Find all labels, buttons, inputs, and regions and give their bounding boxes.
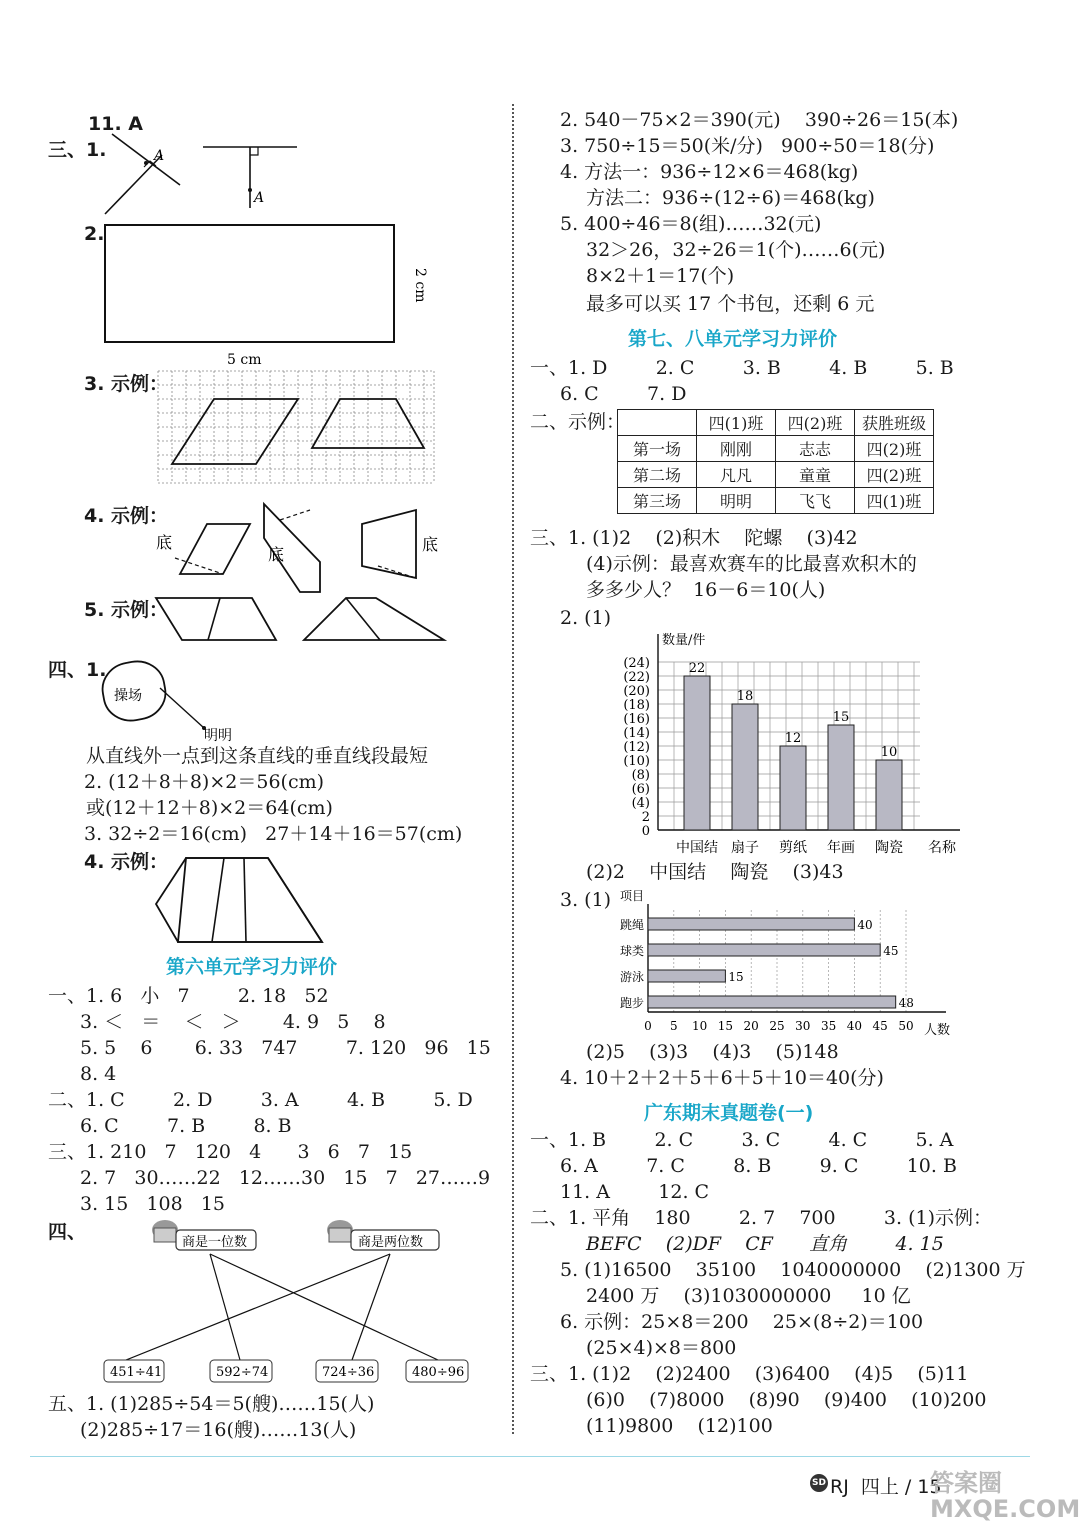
r-q5d: 最多可以买 17 个书包，还剩 6 元 [586, 293, 875, 315]
y-tick-label: (10) [623, 754, 650, 769]
x-tick-label: 年画 [827, 840, 855, 856]
matching-figure [90, 1218, 490, 1390]
bar-value-label: 45 [883, 944, 899, 958]
bar [780, 746, 806, 830]
r-q2: 2. 540－75×2＝390(元) 390÷26＝15(本) [560, 109, 959, 131]
x-tick-label: 10 [691, 1019, 708, 1033]
left-column [0, 0, 505, 1460]
y-tick-label: 球类 [619, 944, 644, 958]
unit6-q5-line1: 五、1. (1)285÷54＝5(艘)……15(人) [48, 1393, 375, 1415]
unit78-q3-3-label: 3. (1) [560, 889, 612, 911]
gd-q2-line6: (25×4)×8＝800 [586, 1337, 737, 1359]
table-header-cell: 四(1)班 [697, 410, 776, 436]
section-4-2b: 或(12＋12＋8)×2＝64(cm) [86, 797, 333, 819]
bar [648, 970, 725, 982]
unit6-title: 第六单元学习力评价 [166, 956, 338, 978]
r-q3: 3. 750÷15＝50(米/分) 900÷50＝18(分) [560, 135, 935, 157]
unit6-q5-line2: (2)285÷17＝16(艘)……13(人) [80, 1419, 357, 1441]
unit6-q3-line1: 三、1. 210 7 120 4 3 6 7 15 [48, 1141, 413, 1163]
unit6-q3-line2: 2. 7 30……22 12……30 15 7 27……9 [80, 1167, 491, 1189]
r-q4a: 4. 方法一：936÷12×6＝468(kg) [560, 161, 859, 183]
base-label-3: 底 [422, 535, 439, 554]
section-4-2a: 2. (12＋8＋8)×2＝56(cm) [84, 771, 325, 793]
y-tick-label: (20) [623, 684, 650, 699]
y-tick-label: 2 [641, 810, 650, 825]
mingming-label: 明明 [204, 728, 232, 744]
perpendicular-figures [100, 130, 320, 225]
table-cell: 飞飞 [776, 488, 855, 514]
y-tick-label: 0 [641, 824, 650, 839]
card-3-text: 724÷36 [322, 1365, 375, 1380]
two-digit-quotient-label: 商是两位数 [358, 1235, 424, 1250]
gd-q1-line3: 11. A 12. C [560, 1181, 710, 1203]
bar-value-label: 10 [880, 745, 898, 760]
unit78-q3-2-answer: (2)2 中国结 陶瓷 (3)43 [586, 861, 844, 883]
y-tick-label: (4) [631, 796, 650, 811]
table-cell: 明明 [697, 488, 776, 514]
table-header-cell: 四(2)班 [776, 410, 855, 436]
bar-value-label: 15 [728, 970, 744, 984]
x-tick-label: 45 [872, 1019, 888, 1033]
bar-value-label: 22 [688, 661, 706, 676]
section-3-4-label: 4. 示例： [84, 505, 169, 527]
footer-rule [30, 1456, 1030, 1457]
guangdong-title: 广东期末真题卷(一) [644, 1102, 814, 1124]
y-axis-title: 项目 [620, 889, 645, 903]
base-label-1: 底 [156, 533, 173, 552]
y-tick-label: (22) [623, 670, 650, 685]
unit6-q1-line3: 5. 5 6 6. 33 747 7. 120 96 15 [80, 1037, 491, 1059]
section-4-3: 3. 32÷2＝16(cm) 27＋14＋16＝57(cm) [84, 823, 463, 845]
table-cell: 四(1)班 [855, 488, 934, 514]
bar-value-label: 48 [898, 996, 914, 1010]
section-4-4-label: 4. 示例： [84, 851, 169, 873]
card-2-text: 592÷74 [216, 1365, 269, 1380]
y-tick-label: (12) [623, 740, 650, 755]
x-tick-label: 35 [820, 1019, 837, 1033]
card-4 [406, 1360, 468, 1382]
table-header-cell [618, 410, 697, 436]
y-axis-title: 数量/件 [662, 633, 706, 648]
r-q5a: 5. 400÷46＝8(组)……32(元) [560, 213, 822, 235]
y-tick-label: (6) [631, 782, 650, 797]
table-cell: 四(2)班 [855, 462, 934, 488]
unit78-q3-line3: 多多少人？ 16－6＝10(人) [586, 579, 826, 601]
bar-value-label: 40 [857, 918, 873, 932]
r-q5c: 8×2＋1＝17(个) [586, 265, 735, 287]
section-4-1-label: 四、1. [48, 659, 107, 681]
trapezoid-figure [150, 852, 330, 952]
unit6-q1-line1: 一、1. 6 小 7 2. 18 52 [48, 985, 329, 1007]
unit78-q3-line2: (4)示例：最喜欢赛车的比最喜欢积木的 [586, 553, 917, 575]
one-digit-quotient-label: 商是一位数 [182, 1235, 248, 1250]
gd-q2-line5: 6. 示例：25×8＝200 25×(8÷2)＝100 [560, 1311, 924, 1333]
bar [732, 704, 758, 830]
x-tick-label: 陶瓷 [875, 840, 903, 856]
y-tick-label: (8) [631, 768, 650, 783]
grid-parallelogram-trapezoid [155, 368, 440, 490]
gd-q1-line2: 6. A 7. C 8. B 9. C 10. B [560, 1155, 957, 1177]
card-3 [316, 1360, 378, 1382]
x-axis-title: 人数 [924, 1023, 951, 1038]
table-cell: 刚刚 [697, 436, 776, 462]
unit6-q2-line2: 6. C 7. B 8. B [80, 1115, 292, 1137]
gd-q2-line2: BEFC (2)DF CF 直角 4. 15 [586, 1233, 944, 1255]
r-q5b: 32＞26，32÷26＝1(个)……6(元) [586, 239, 886, 261]
y-tick-label: (24) [623, 656, 650, 671]
bar [828, 725, 854, 830]
table-cell: 童童 [776, 462, 855, 488]
y-tick-label: 游泳 [619, 970, 644, 984]
table-cell: 第三场 [618, 488, 697, 514]
rectangle-figure [100, 218, 440, 368]
x-axis-title: 名称 [928, 840, 956, 856]
bar [648, 918, 854, 930]
playground-figure [100, 652, 260, 742]
bar-value-label: 18 [736, 689, 754, 704]
x-tick-label: 5 [669, 1019, 678, 1033]
unit78-q2-label: 二、示例： [530, 411, 626, 433]
y-tick-label: (18) [623, 698, 650, 713]
rect-height-label: 2 cm [412, 268, 428, 303]
bar [648, 944, 880, 956]
unit6-q3-line3: 3. 15 108 15 [80, 1193, 226, 1215]
table-cell: 第二场 [618, 462, 697, 488]
table-cell: 志志 [776, 436, 855, 462]
section-3-3-label: 3. 示例： [84, 373, 169, 395]
x-tick-label: 25 [769, 1019, 785, 1033]
horizontal-bar-chart [610, 886, 970, 1036]
r-q4b: 方法二：936÷(12÷6)＝468(kg) [586, 187, 875, 209]
rect-width-label: 5 cm [227, 352, 262, 368]
section-3-2-label: 2. [84, 223, 105, 245]
unit6-q1-line2: 3. ＜ ＝ ＜ ＞ 4. 9 5 8 [80, 1011, 386, 1033]
table-header-row [618, 410, 934, 436]
unit78-q1-line2: 6. C 7. D [560, 383, 687, 405]
bar [648, 996, 896, 1008]
unit78-q1-line1: 一、1. D 2. C 3. B 4. B 5. B [530, 357, 954, 379]
unit78-q3-3-answer: (2)5 (3)3 (4)3 (5)148 [586, 1041, 839, 1063]
vertical-bar-chart [600, 630, 980, 860]
section-4-1-answer: 从直线外一点到这条直线的垂直线段最短 [86, 745, 429, 767]
q11-answer: 11. A [88, 113, 143, 135]
gd-q2-line3: 5. (1)16500 35100 1040000000 (2)1300 万 [560, 1259, 1026, 1281]
unit78-q4: 4. 10＋2＋2＋5＋6＋5＋10＝40(分) [560, 1067, 884, 1089]
y-tick-label: 跑步 [619, 996, 644, 1010]
point-a-label-2: A [254, 190, 265, 206]
column-divider [512, 104, 514, 1434]
gd-q1-line1: 一、1. B 2. C 3. C 4. C 5. A [530, 1129, 954, 1151]
x-tick-label: 0 [644, 1019, 652, 1033]
x-tick-label: 20 [743, 1019, 759, 1033]
playground-label: 操场 [114, 688, 142, 704]
base-label-2: 底 [268, 545, 285, 564]
unit6-q2-line1: 二、1. C 2. D 3. A 4. B 5. D [48, 1089, 473, 1111]
table-cell: 第一场 [618, 436, 697, 462]
section-3-5-label: 5. 示例： [84, 599, 169, 621]
unit78-q3-2-label: 2. (1) [560, 607, 612, 629]
x-tick-label: 30 [795, 1019, 811, 1033]
bar [876, 760, 902, 830]
x-tick-label: 中国结 [676, 840, 718, 856]
bar [684, 676, 710, 830]
table-cell: 凡凡 [697, 462, 776, 488]
gd-q2-line1: 二、1. 平角 180 2. 7 700 3. (1)示例： [530, 1207, 992, 1229]
unit78-q3-line1: 三、1. (1)2 (2)积木 陀螺 (3)42 [530, 527, 858, 549]
heights-figures [150, 498, 450, 598]
y-tick-label: 跳绳 [619, 918, 644, 932]
divided-shapes [150, 590, 470, 650]
x-tick-label: 50 [898, 1019, 914, 1033]
x-tick-label: 40 [846, 1019, 863, 1033]
gd-q2-line4: 2400 万 (3)1030000000 10 亿 [586, 1285, 911, 1307]
point-a-label: A [154, 148, 165, 164]
card-2 [210, 1360, 272, 1382]
match-result-table [617, 409, 934, 514]
unit6-q4-label: 四、 [48, 1221, 87, 1243]
x-tick-label: 扇子 [731, 840, 759, 856]
x-tick-label: 15 [717, 1019, 734, 1033]
gd-q3-line1: 三、1. (1)2 (2)2400 (3)6400 (4)5 (5)11 [530, 1363, 969, 1385]
table-cell: 四(2)班 [855, 436, 934, 462]
gd-q3-line2: (6)0 (7)8000 (8)90 (9)400 (10)200 [586, 1389, 987, 1411]
y-tick-label: (14) [623, 726, 650, 741]
unit78-title: 第七、八单元学习力评价 [628, 328, 838, 350]
watermark: 答案圈 MXQE.COM [930, 1469, 1080, 1523]
card-1-text: 451÷41 [110, 1365, 163, 1380]
table-header-cell: 获胜班级 [855, 410, 934, 436]
table-row [618, 436, 934, 462]
table-row [618, 488, 934, 514]
card-1 [104, 1360, 164, 1382]
bar-value-label: 15 [832, 710, 850, 725]
bar-value-label: 12 [784, 731, 802, 746]
publisher-logo-icon: SD [810, 1474, 828, 1492]
unit6-q1-line4: 8. 4 [80, 1063, 117, 1085]
card-4-text: 480÷96 [412, 1365, 465, 1380]
table-row [618, 462, 934, 488]
page-footer: RJ 四上 / 15 [830, 1476, 942, 1498]
x-tick-label: 剪纸 [779, 840, 807, 856]
section-3-1-label: 三、1. [48, 139, 107, 161]
gd-q3-line3: (11)9800 (12)100 [586, 1415, 773, 1437]
y-tick-label: (16) [623, 712, 650, 727]
